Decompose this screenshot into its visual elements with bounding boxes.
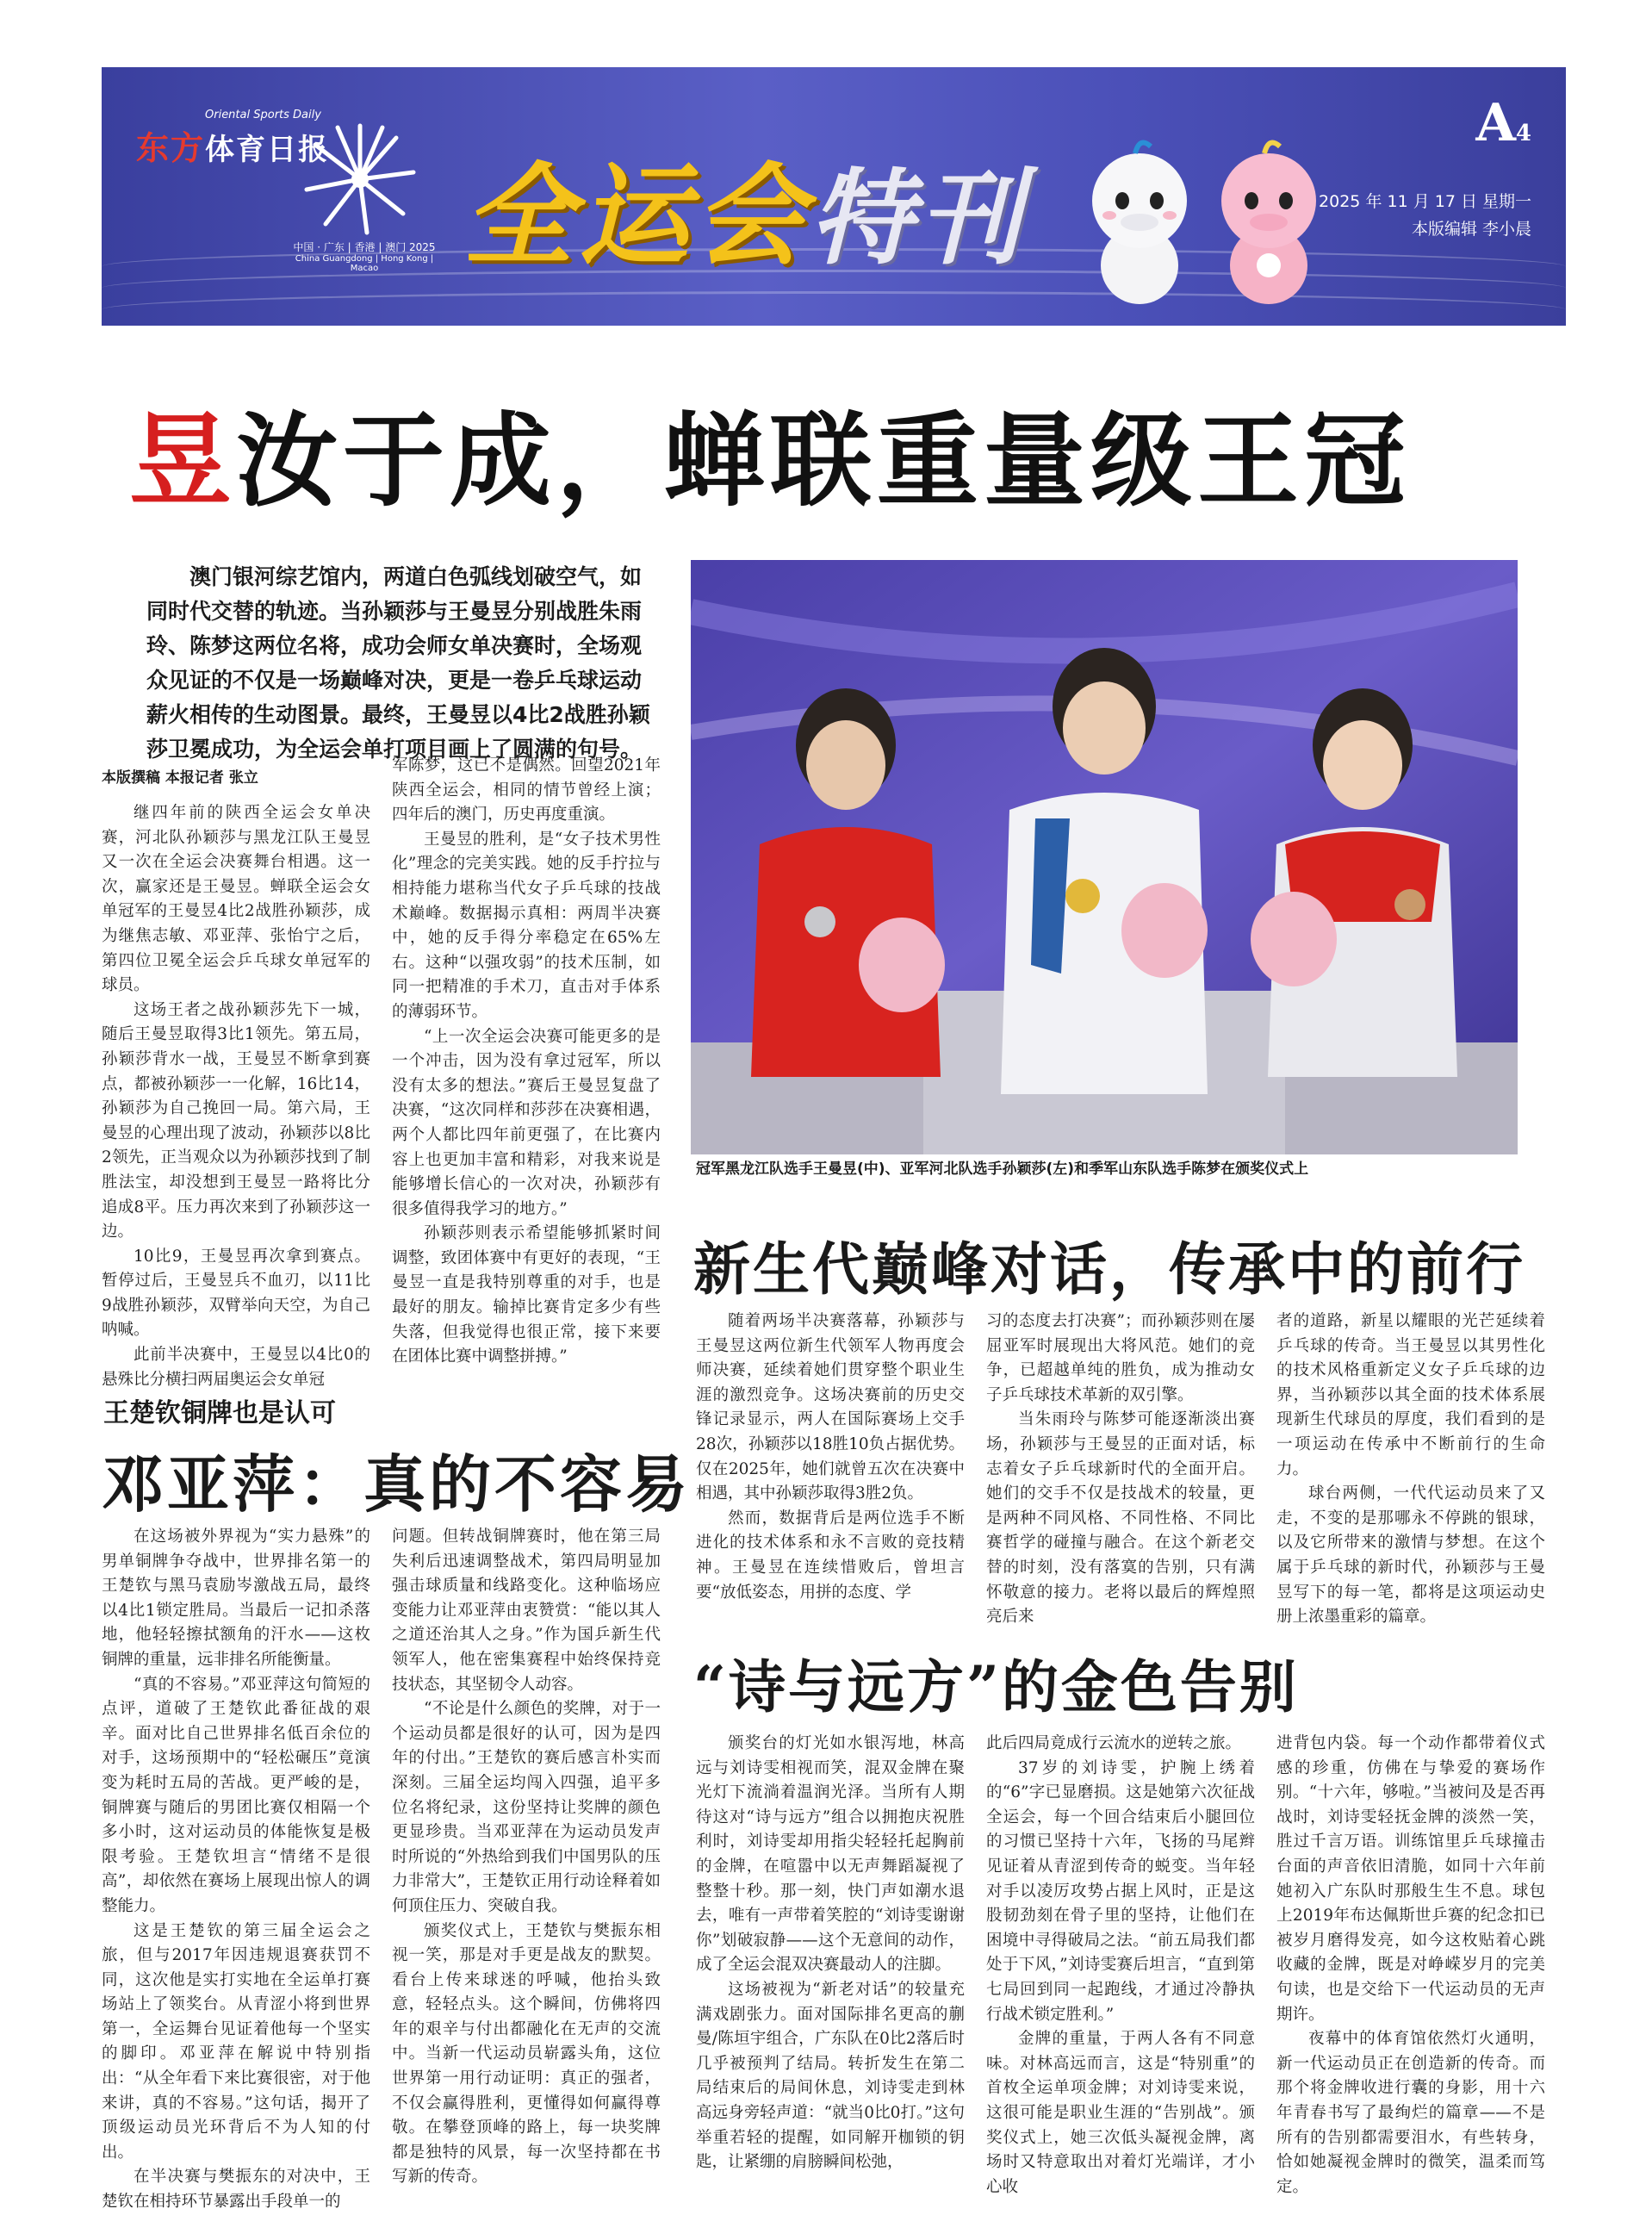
story2-column-2 xyxy=(986,1310,1255,1630)
story4-column-2 xyxy=(986,1732,1255,2199)
headline-first-char: 昱 xyxy=(129,401,237,520)
paper-name-white: 体育日报 xyxy=(205,133,330,167)
paragraph: 颁奖台的灯光如水银泻地，林高远与刘诗雯相视而笑，混双金牌在聚光灯下流淌着温润光泽。当所有人期待这对“诗与远方”组合以拥抱庆祝胜利时，刘诗雯却用指尖轻轻托起胸前的金牌，在喧嚣中以无声舞蹈凝视了整整十秒。那一刻，快门声如潮水退去，唯有一声带着笑腔的“刘诗雯谢谢你”划破寂静——这个无意间的动作，成了全运会混双决赛最动人的注脚。 xyxy=(696,1734,965,1975)
paragraph: 37岁的刘诗雯，护腕上绣着的“6”字已显磨损。这是她第六次征战全运会，每一个回合结束后小腿回位的习惯已坚持十六年，飞扬的马尾辫见证着从青涩到传奇的蜕变。当年轻对手以凌厉攻势占据上风时，正是这股韧劲刻在骨子里的坚持，让他们在困境中寻得破局之法。“前五局我们都处于下风，”刘诗雯赛后坦言，“直到第七局回到同一起跑线，才通过冷静执行战术锁定胜利。” xyxy=(986,1758,1255,2024)
story4-column-3 xyxy=(1276,1732,1545,2199)
paragraph: 此后四局竟成行云流水的逆转之旅。 xyxy=(986,1734,1242,1752)
mascot-pink-dolphin-icon xyxy=(1204,136,1333,308)
special-title-main: 全运会 xyxy=(463,152,810,281)
paragraph: 孙颖莎则表示希望能够抓紧时间调整，致团体赛中有更好的表现，“王曼昱一直是我特别尊重的对手，也是最好的朋友。输掉比赛肯定多少有些失落，但我觉得也很正常，接下来要在团体比赛中调整拼搏。” xyxy=(392,1224,661,1366)
paragraph: 随着两场半决赛落幕，孙颖莎与王曼昱这两位新生代领军人物再度会师决赛，延续着她们贯穿整个职业生涯的激烈竞争。这场决赛前的历史交锋记录显示，两人在国际赛场上交手28次，孙颖莎以18胜10负占据优势。仅在2025年，她们就曾五次在决赛中相遇，其中孙颖莎取得3胜2负。 xyxy=(696,1312,965,1503)
story2-title: 新生代巅峰对话，传承中的前行 xyxy=(693,1235,1525,1303)
paragraph: 这场王者之战孙颖莎先下一城，随后王曼昱取得3比1领先。第五局，孙颖莎背水一战，王曼昱不断拿到赛点，都被孙颖莎一一化解，16比14，孙颖莎为自己挽回一局。第六局，王曼昱的心理出现了波动，孙颖莎以8比2领先，正当观众以为孙颖莎找到了制胜法宝，却没想到王曼昱一路将比分追成8平。压力再次来到了孙颖莎这一边。 xyxy=(102,1000,370,1241)
masthead-banner xyxy=(102,67,1566,326)
paragraph: 然而，数据背后是两位选手不断进化的技术体系和永不言败的竞技精神。王曼昱在连续惜败后，曾坦言要“放低姿态，用拼的态度、学 xyxy=(696,1509,965,1602)
paragraph: 金牌的重量，于两人各有不同意味。对林高远而言，这是“特别重”的首枚全运单项金牌；对刘诗雯来说，这很可能是职业生涯的“告别战”。颁奖仪式上，她三次低头凝视金牌，离场时又特意取出对着灯光端详，才小心收 xyxy=(986,2030,1255,2196)
paragraph: 颁奖仪式上，王楚钦与樊振东相视一笑，那是对手更是战友的默契。看台上传来球迷的呼喊，他抬头致意，轻轻点头。这个瞬间，仿佛将四年的艰辛与付出都融化在无声的交流中。当新一代运动员崭露头角，这位世界第一用行动证明：真正的强者，不仅会赢得胜利，更懂得如何赢得尊敬。在攀登顶峰的路上，每一块奖牌都是独特的风景，每一次坚持都在书写新的传奇。 xyxy=(392,1921,661,2187)
paragraph: 习的态度去打决赛”；而孙颖莎则在屡屈亚军时展现出大将风范。她们的竞争，已超越单纯的胜负，成为推动女子乒乓球技术革新的双引擎。 xyxy=(986,1312,1255,1404)
paper-name-red: 东方 xyxy=(136,128,206,167)
paragraph: 当朱雨玲与陈梦可能逐渐淡出赛场，孙颖莎与王曼昱的正面对话，标志着女子乒乓球新时代的全面开启。她们的交手不仅是技战术的较量，更是两种不同风格、不同性格、不同比赛哲学的碰撞与融合。在这个新老交替的时刻，没有落寞的告别，只有满怀敬意的接力。老将以最后的辉煌照亮后来 xyxy=(986,1410,1255,1627)
paragraph: 问题。但转战铜牌赛时，他在第三局失利后迅速调整战术，第四局明显加强击球质量和线路变化。这种临场应变能力让邓亚萍由衷赞赏：“能以其人之道还治其人之身。”作为国乒新生代领军人，他在密集赛程中始终保持竞技状态，其坚韧令人动容。 xyxy=(392,1527,661,1694)
dateline xyxy=(1319,188,1531,243)
paragraph: 在半决赛与樊振东的对决中，王楚钦在相持环节暴露出手段单一的 xyxy=(102,2168,370,2212)
paragraph: “上一次全运会决赛可能更多的是一个冲击，因为没有拿过冠军，所以没有太多的想法。”赛后王曼昱复盘了决赛，“这次同样和莎莎在决赛相遇，两个人都比四年前更强了，在比赛内容上也更加丰富和精彩，对我来说是能够增长信心的一次对决，孙颖莎有很多值得我学习的地方。” xyxy=(392,1027,661,1218)
byline: 本版撰稿 本报记者 张立 xyxy=(102,769,258,787)
special-title xyxy=(463,128,1027,286)
paragraph: 进背包内袋。每一个动作都带着仪式感的珍重，仿佛在与挚爱的赛场作别。“十六年，够啦。”当被问及是否再战时，刘诗雯轻抚金牌的淡然一笑，胜过千言万语。训练馆里乒乓球撞击台面的声音依旧清脆，如同十六年前她初入广东队时那般生生不息。球包上2019年布达佩斯世乒赛的纪念扣已被岁月磨得发亮，如今这枚贴着心跳收藏的金牌，既是对峥嵘岁月的完美句读，也是交给下一代运动员的无声期许。 xyxy=(1276,1734,1545,2024)
page-number xyxy=(1475,93,1531,153)
paragraph: 者的道路，新星以耀眼的光芒延续着乒乓球的传奇。当王曼昱以其男性化的技术风格重新定义女子乒乓球的边界，当孙颖莎以其全面的技术体系展现新生代球员的厚度，我们看到的是一项运动在传承中不断前行的生命力。 xyxy=(1276,1312,1545,1478)
paragraph: 王曼昱的胜利，是“女子技术男性化”理念的完美实践。她的反手拧拉与相持能力堪称当代女子乒乓球的技战术巅峰。数据揭示真相：两周半决赛中，她的反手得分率稳定在65%左右。这种“以强攻弱”的技术压制，如同一把精准的手术刀，直击对手体系的薄弱环节。 xyxy=(392,830,661,1021)
paragraph: 这场被视为“新老对话”的较量充满戏剧张力。面对国际排名更高的蒯曼/陈垣宇组合，广东队在0比2落后时几乎被预判了结局。转折发生在第二局结束后的局间休息，刘诗雯走到林高远身旁轻声道：“就当0比0打。”这句举重若轻的提醒，如同解开枷锁的钥匙，让紧绷的肩膀瞬间松弛， xyxy=(696,1980,965,2172)
page-letter: A xyxy=(1475,93,1516,153)
issue-date: 2025 年 11 月 17 日 星期一 xyxy=(1319,192,1531,211)
games-line: 中国 · 广东 | 香港 | 澳门 2025 xyxy=(293,241,436,253)
story3-column-1 xyxy=(102,1525,370,2215)
main-headline xyxy=(129,379,1411,526)
headline-rest: 汝于成，蝉联重量级王冠 xyxy=(236,401,1412,520)
special-title-suffix: 特刊 xyxy=(810,159,1028,279)
paper-name-en: Oriental Sports Daily xyxy=(205,109,321,121)
story2-column-1 xyxy=(696,1310,965,1605)
paragraph: 球台两侧，一代代运动员来了又走，不变的是那哪永不停跳的银球，以及它所带来的激情与梦想。在这个属于乒乓球的新时代，孙颖莎与王曼昱写下的每一笔，都将是这项运动史册上浓墨重彩的篇章。 xyxy=(1276,1484,1545,1627)
paragraph: 继四年前的陕西全运会女单决赛，河北队孙颖莎与黑龙江队王曼昱又一次在全运会决赛舞台相遇。这一次，赢家还是王曼昱。蝉联全运会女单冠军的王曼昱4比2战胜孙颖莎，成为继焦志敏、邓亚萍、张怡宁之后，第四位卫冕全运会乒乓球女单冠军的球员。 xyxy=(102,804,370,995)
story2-column-3 xyxy=(1276,1310,1545,1630)
story3-title: 邓亚萍：真的不容易 xyxy=(102,1447,692,1521)
story4-column-1 xyxy=(696,1732,965,2175)
decor-wave xyxy=(102,291,1566,326)
page-num: 4 xyxy=(1515,121,1531,146)
paragraph: 在这场被外界视为“实力悬殊”的男单铜牌争夺战中，世界排名第一的王楚钦与黑马袁励岑激战五局，最终以4比1锁定胜局。当最后一记扣杀落地，他轻轻擦拭额角的汗水——这枚铜牌的重量，远非排名所能衡量。 xyxy=(102,1527,370,1669)
podium-photo xyxy=(691,560,1518,1154)
paragraph: 这是王楚钦的第三届全运会之旅，但与2017年因违规退赛获罚不同，这次他是实打实地在全运单打赛场站上了领奖台。从青涩小将到世界第一，全运舞台见证着他每一个坚实的脚印。邓亚萍在解说中特别指出：“从全年看下来比赛很密，对于他来讲，真的不容易。”这句话，揭开了顶级运动员光环背后不为人知的付出。 xyxy=(102,1921,370,2162)
story3-kicker: 王楚钦铜牌也是认可 xyxy=(103,1398,336,1428)
paragraph: 夜幕中的体育馆依然灯火通明，新一代运动员正在创造新的传奇。而那个将金牌收进行囊的身影，用十六年青春书写了最绚烂的篇章——不是所有的告别都需要泪水，有些转身，恰如她凝视金牌时的微笑，温柔而笃定。 xyxy=(1276,2030,1545,2196)
story1-column-1 xyxy=(102,801,370,1392)
mascot-white-dolphin-icon xyxy=(1075,136,1204,308)
photo-caption: 冠军黑龙江队选手王曼昱(中)、亚军河北队选手孙颖莎(左)和季军山东队选手陈梦在颁奖仪式上 xyxy=(696,1160,1309,1178)
page-editor: 本版编辑 李小晨 xyxy=(1411,220,1531,239)
paragraph: “不论是什么颜色的奖牌，对于一个运动员都是很好的认可，因为是四年的付出。”王楚钦的赛后感言朴实而深刻。三届全运均闯入四强，追平多位名将纪录，这份坚持让奖牌的颜色更显珍贵。当邓亚萍在为运动员发声时所说的“外热给到我们中国男队的压力非常大”，王楚钦正用行动诠释着如何顶住压力、突破自我。 xyxy=(392,1700,661,1915)
games-emblem-icon xyxy=(300,119,420,240)
paragraph: “真的不容易。”邓亚萍这句简短的点评，道破了王楚钦此番征战的艰辛。面对比自己世界排名低百余位的对手，这场预期中的“轻松碾压”竟演变为耗时五局的苦战。更严峻的是，铜牌赛与随后的男团比赛仅相隔一个多小时，这对运动员的体能恢复是极限考验。王楚钦坦言“情绪不是很高”，却依然在赛场上展现出惊人的调整能力。 xyxy=(102,1675,370,1915)
paragraph: 此前半决赛中，王曼昱以4比0的悬殊比分横扫两届奥运会女单冠 xyxy=(102,1346,370,1389)
story4-title: “诗与远方”的金色告别 xyxy=(693,1653,1299,1720)
lead-paragraph: 澳门银河综艺馆内，两道白色弧线划破空气，如同时代交替的轨迹。当孙颖莎与王曼昱分别战胜朱雨玲、陈梦这两位名将，成功会师女单决赛时，全场观众见证的不仅是一场巅峰对决，更是一卷乒乓球运动薪火相传的生动图景。最终，王曼昱以4比2战胜孙颖莎卫冕成功，为全运会单打项目画上了圆满的句号。 xyxy=(146,564,650,762)
story1-column-2 xyxy=(392,754,661,1370)
story3-column-2 xyxy=(392,1525,661,2190)
paragraph: 10比9，王曼昱再次拿到赛点。暂停过后，王曼昱兵不血刃，以11比9战胜孙颖莎，双臂举向天空，为自己呐喊。 xyxy=(102,1247,370,1340)
games-line-en: China Guangdong | Hong Kong | Macao xyxy=(295,254,434,273)
paragraph: 军陈梦，这已不是偶然。回望2021年陕西全运会，相同的情节曾经上演；四年后的澳门，历史再度重演。 xyxy=(392,756,661,824)
